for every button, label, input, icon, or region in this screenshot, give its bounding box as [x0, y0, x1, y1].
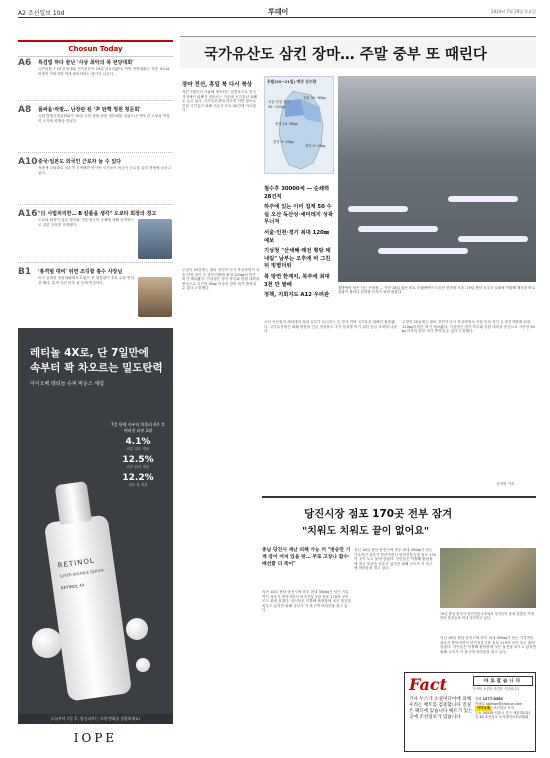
map-region-label: 서울·인천·경기 30~100㎜	[268, 100, 290, 109]
highlight-line: 북 방면 한계치, 북부에 최대 3천 만 발배	[264, 273, 330, 288]
kakao-icon[interactable]: 카카오톡	[477, 706, 491, 711]
ad-headline-line-1: 레티놀 4X로, 단 7일만에	[30, 347, 149, 359]
second-headline-line-2: "치워도 치워도 끝이 없어요"	[302, 526, 430, 537]
today-item-body: 저출생 고령화로 일손이 부족해진 아시아 국가들이 외국인 근로자 유치 경쟁에 나서고 있다.	[38, 166, 171, 175]
chosun-today-title: Chosun Today	[18, 40, 173, 57]
main-headline[interactable]: 국가유산도 삼킨 장마… 주말 중부 또 때린다	[204, 47, 487, 63]
bottle-label: RETINOL	[57, 556, 96, 570]
main-highlights	[264, 186, 334, 303]
today-item-body: 도요타 회장이 일본 정부와 사법 당국의 규제에 대해 공개적으로 강한 우려를 표명했다.	[38, 218, 134, 227]
map-region-label: 강원 30~80㎜	[303, 96, 326, 100]
fact-logo: Fact	[409, 675, 447, 694]
today-item[interactable]	[18, 58, 173, 94]
email-address[interactable]: opinion@chosun.com	[485, 701, 523, 706]
map-title: 주말(20~21일) 예상 강수량	[267, 79, 317, 84]
boat-shape	[378, 248, 468, 254]
rainfall-map	[264, 76, 334, 174]
fact-slogan: 기사 누스가 소셜미디어에 의해 우리는 배트를 검증합니다 진실은 팩트에 있습니다 팩트가 있는 곳에 조선일보가 있습니다	[409, 697, 473, 720]
today-item[interactable]	[18, 152, 173, 200]
second-article-lead: 충남 당진시 재난 피해 가능 커 "방송만 기계 장이 켜져 있을 판… 주로 고장나 할수·배선할 더 죽어"	[262, 548, 351, 567]
section-title: 투데이	[268, 8, 289, 16]
main-body-column-1b: 주말인 20일에는 장마 전선이 다시 북상하면서 서울·인천·경기 등 중부지방에 최대 120㎜의 많은 비가 예보됐다. 기상청은 경기 북부와 강원 내륙을 중심으로 시간당 30㎜ 이상의 강한 비가 쏟아질 수 있다고 밝혔다.	[182, 268, 260, 291]
today-item-body: 국회 법제사법위원회가 19일 국민 청원 관련 청문회를 열었으나 여야 간 고성과 막말이 오가며 파행을 빚었다.	[38, 114, 170, 123]
ad-headline	[30, 346, 163, 376]
ad-stat-desc: 피부 탄력 개선	[126, 465, 150, 469]
phone-label: 전화	[475, 697, 482, 701]
boat-shape	[358, 226, 438, 232]
ad-stat-value: 4.1%	[125, 437, 151, 447]
main-headline-bar	[180, 36, 536, 68]
fact-box	[404, 672, 536, 752]
highlight-line: 정책, 지회지도 A12 우려관	[264, 292, 330, 299]
bottle-sublabel: SUPER BOUNCE SERUM	[58, 567, 104, 579]
second-body-column-1: 지난 18일 충남 당진시에 하루 최대 300㎜가 넘는 기록적인 폭우가 쏟아지면서 당진전통시장 점포 170여 곳이 모두 물에 잠겼다. 상인들은 이틀째 흙탕물에 젖은 물건을 치우고 있지만 피해 규모가 커 복구에 어려움을 겪고 있다.	[262, 590, 351, 613]
decorative-sphere	[32, 628, 62, 658]
today-item[interactable]	[18, 262, 173, 320]
kakao-channel[interactable]: 조선일보 독자	[493, 706, 514, 711]
today-item-body: 국민의힘 7·23 전당대회 선거운동이 19일 마무리됐다. 이번 전당대회는 각종 폭로와 비방이 이어지며 역대 최악이라는 평가가 나온다.	[38, 67, 170, 76]
highlight-line: 철수후 30000세 — 순쇄력 28건직	[264, 186, 330, 200]
main-body-column-2: 오산 독산성과 세마대지 성곽 일부가 무너지는 등 경기 지역 국가유산 피해가 집중됐다. 국가유산청은 피해 현장을 긴급 점검하고 추가 붕괴를 막기 위한 응급 조치에 나섰다.	[264, 320, 397, 334]
main-subheadline: 장마 전선, 휴일 북 다시 북상	[182, 82, 253, 88]
today-item-body: 미국 공화당 전당대회에서 트럼프 전 대통령이 후보 수락 연설을 했다. 총격 사건 이후 첫 공개 연설이다.	[38, 276, 134, 285]
main-body-column-1: 지난 7월부터 사흘째 계속되는 집중호우로 전국 각지에서 피해가 잇따르는 가운데 국가유산 피해도 늘고 있다. 국가유산청에 따르면 이번 장마로 인한 국가유산 피해 건수가 모두 30건에 이르렀다.	[182, 90, 258, 113]
boat-shape	[448, 196, 518, 202]
page-number: A2 조선일보 10d	[18, 10, 65, 17]
market-cleanup-photo[interactable]	[440, 548, 536, 608]
second-article-headline[interactable]	[262, 496, 536, 544]
second-body-column-3: 지난 18일 충남 당진시에 하루 최대 300㎜가 넘는 기록적인 폭우가 쏟아지면서 당진전통시장 점포 170여 곳이 모두 물에 잠겼다. 상인들은 이틀째 흙탕물에 젖은 물건을 치우고 있지만 피해 규모가 커 복구에 어려움을 겪고 있다.	[440, 636, 536, 654]
email-label: 이메일	[475, 701, 485, 706]
today-item[interactable]	[18, 100, 173, 148]
correction-subtitle: 독자의 소중한 의견을 기다립니다	[473, 687, 520, 691]
today-item-headline: '총격범 대비' 뒤면 조깅할 총수 사장님	[38, 269, 123, 275]
page-header	[18, 6, 536, 18]
ad-stat-value: 12.5%	[122, 455, 154, 465]
phone-number[interactable]: 1577-8585	[482, 697, 503, 701]
highlight-line: 기상청 "산세혜·레전 형탕 태내림" 남부는 오후에 비 그친 뒤 빙볕더위	[264, 248, 331, 270]
person-photo	[138, 219, 172, 259]
flooded-dock-photo[interactable]	[338, 76, 536, 282]
main-body-column-3: 주말인 20일에는 장마 전선이 다시 북상하면서 서울·인천·경기 등 중부지방에 최대 120㎜의 많은 비가 예보됐다. 기상청은 경기 북부와 강원 내륙을 중심으로 시간당 30㎜ 이상의 강한 비가 쏟아질 수 있다고 밝혔다.	[402, 320, 535, 334]
today-item-page: A10	[18, 157, 38, 167]
today-item-headline: "日 사법처리한… B 칼플을 생각" 도쿄타 회장의 경고	[38, 211, 157, 217]
today-item-headline: 특검법 하다 끝난 '사상 최악의 폭 전당대회'	[38, 60, 134, 66]
main-byline: 김자연 기자	[496, 482, 515, 486]
map-region-label: 경남 5~40㎜	[305, 144, 326, 148]
map-region-label: 충청 10~60㎜	[275, 122, 298, 126]
ad-stats	[110, 422, 166, 491]
chosun-today-box	[18, 40, 173, 320]
today-item-page: A16	[18, 209, 38, 219]
ad-stat-value: 12.2%	[122, 473, 154, 483]
today-item-page: A8	[18, 105, 32, 115]
ad-stats-title: 7일 단에 속부터 차올라 4주 후 여러진 피부 1위	[111, 422, 165, 433]
iope-advertisement[interactable]	[18, 328, 173, 752]
ad-tagline: 오늘부터 7일 후, 당신피부는 크게 변화를 경험하세요!	[18, 714, 173, 724]
second-body-column-2: 지난 18일 충남 당진시에 하루 최대 300㎜가 넘는 기록적인 폭우가 쏟아지면서 당진전통시장 점포 170여 곳이 모두 물에 잠겼다. 상인들은 이틀째 흙탕물에 젖은 물건을 치우고 있지만 피해 규모가 커 복구에 어려움을 겪고 있다.	[354, 548, 436, 571]
brand-logo: IOPE	[18, 724, 173, 752]
second-headline-line-1: 당진시장 점포 170곳 전부 잠겨	[304, 508, 453, 520]
boat-shape	[458, 236, 528, 242]
today-item-headline: 중국·일본도 외국인 근로자 늘 수 있다	[38, 159, 122, 165]
person-photo	[138, 277, 172, 317]
mailing-address: 주소 04519 서울시 중구 세종대로21길 30 조선일보 독자권익보호위원회	[475, 710, 531, 720]
today-item-headline: 폼싸움·막말… 난장판 된 '尹 탄핵 청원 청문회'	[38, 107, 141, 113]
ad-stat-desc: 피부 결 개선	[128, 483, 148, 487]
ad-subtitle: 아이오페 레티놀 슈퍼 바운스 세럼	[30, 381, 104, 387]
main-photo-caption: 물바뀌어 닷은 인근 선착장 — 지난 18일 많은 비로 모랫바닥이 드러난 선착장 모습. 19일 충남 공주시 일대에 이틀째 계속된 비로 강물이 불어나 선착장 부지가 물에 잠겼다.	[338, 286, 535, 295]
today-item[interactable]	[18, 204, 173, 258]
decorative-sphere	[126, 618, 148, 640]
issue-date: 2024년 7월 20일 토요일	[491, 9, 536, 14]
map-region-label: 전북 5~40㎜	[273, 140, 294, 144]
bottle-4x-label: RETINOL 4X	[60, 582, 85, 591]
ad-stat-desc: 피부 밀도 개선	[126, 447, 150, 451]
today-item-page: B1	[18, 267, 32, 277]
boat-shape	[348, 206, 408, 212]
correction-title: 바로잡습니다	[473, 676, 533, 686]
serum-bottle	[44, 514, 132, 701]
highlight-line: 하주에 있는 이미 집계 50 수실 오산 독산성·세미테지 성곽 무너져	[264, 204, 333, 226]
second-photo-caption: 19일 충남 당진시 당진전통시장에서 상인들이 물에 잠겼던 가게 안의 물건들을 꺼내 정리하고 있다.	[440, 612, 534, 621]
bottle-cap	[55, 481, 92, 525]
contact-info	[475, 697, 533, 720]
ad-headline-line-2: 속부터 꽉 차오르는 밀도탄력	[30, 362, 163, 374]
today-item-page: A6	[18, 58, 32, 68]
highlight-line: 서울·인천·경기 최대 120㎜ 예보	[264, 229, 330, 244]
decorative-sphere	[136, 658, 150, 672]
